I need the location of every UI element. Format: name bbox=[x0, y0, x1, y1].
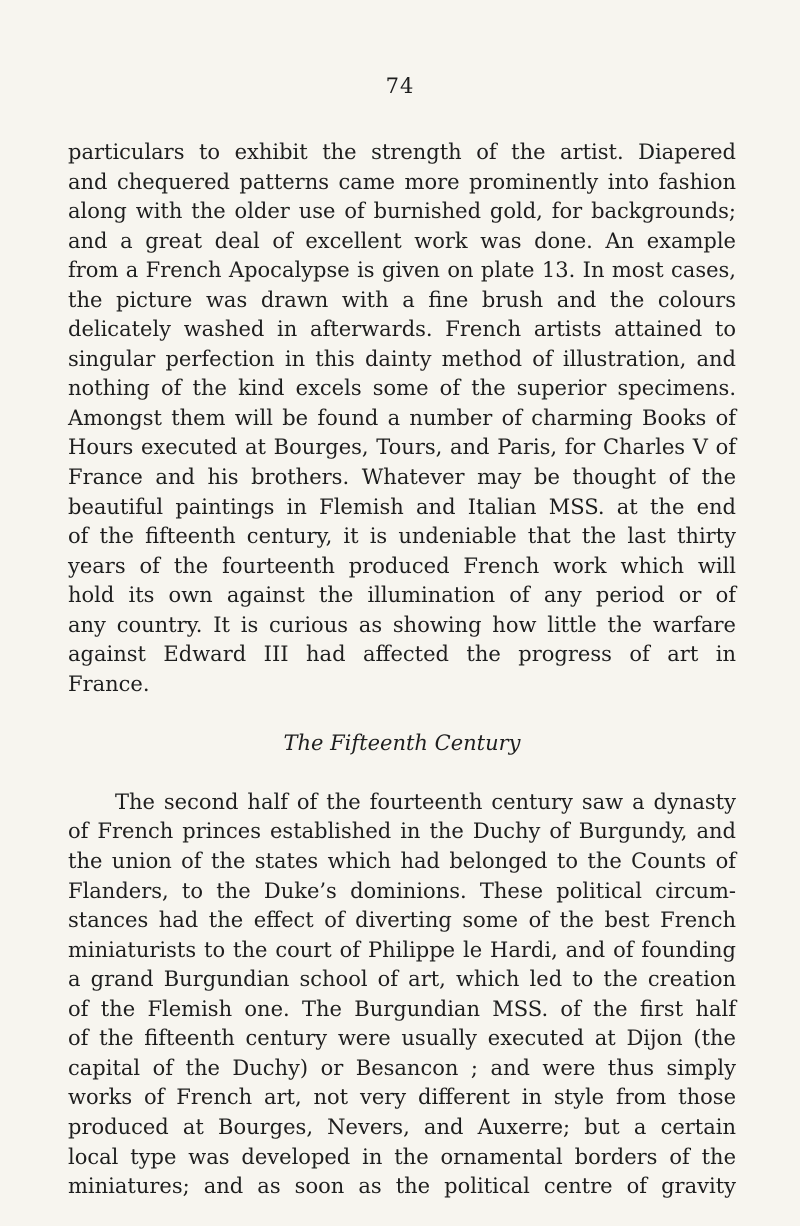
text-line: singular perfection in this dainty method of illustration, and bbox=[68, 346, 736, 371]
text-line: local type was developed in the ornamental borders of the bbox=[68, 1144, 736, 1169]
paragraph-2 bbox=[68, 788, 736, 1202]
text-line: any country. It is curious as showing how little the warfare bbox=[68, 612, 736, 637]
paragraph-1 bbox=[68, 138, 736, 699]
text-line: along with the older use of burnished gold, for backgrounds; bbox=[68, 199, 736, 224]
text-line: stances had the effect of diverting some of the best French bbox=[68, 908, 736, 933]
text-line: France and his brothers. Whatever may be thought of the bbox=[68, 465, 736, 490]
text-line: particulars to exhibit the strength of the artist. Diapered bbox=[68, 140, 736, 164]
text-line: delicately washed in afterwards. French artists attained to bbox=[68, 317, 736, 342]
text-line: and chequered patterns came more prominently into fashion bbox=[68, 169, 736, 194]
text-line: of the Flemish one. The Burgundian MSS. of the first half bbox=[68, 996, 736, 1021]
text-line: produced at Bourges, Nevers, and Auxerre; but a certain bbox=[68, 1114, 736, 1139]
section-heading: The Fifteenth Century bbox=[283, 730, 521, 755]
text-line: years of the fourteenth produced French work which will bbox=[68, 553, 736, 578]
text-line: from a French Apocalypse is given on plate 13. In most cases, bbox=[68, 258, 736, 283]
text-line: a grand Burgundian school of art, which led to the creation bbox=[68, 967, 736, 992]
text-line: Flanders, to the Duke’s dominions. These political circum- bbox=[68, 878, 736, 903]
text-line: and a great deal of excellent work was done. An example bbox=[68, 228, 736, 253]
text-line: of the fifteenth century, it is undeniable that the last thirty bbox=[68, 524, 736, 549]
text-line: the picture was drawn with a fine brush and the colours bbox=[68, 287, 736, 312]
text-line: works of French art, not very different in style from those bbox=[68, 1085, 736, 1110]
text-line: against Edward III had affected the progress of art in bbox=[68, 642, 736, 667]
text-line: hold its own against the illumination of any period or of bbox=[68, 583, 736, 608]
text-line: beautiful paintings in Flemish and Italian MSS. at the end bbox=[68, 494, 736, 519]
text-line: Amongst them will be found a number of charming Books of bbox=[68, 405, 736, 430]
page-number: 74 bbox=[385, 74, 415, 98]
body-text bbox=[68, 138, 736, 1202]
text-line: Hours executed at Bourges, Tours, and Paris, for Charles V of bbox=[68, 435, 736, 460]
text-line: miniatures; and as soon as the political centre of gravity bbox=[68, 1174, 736, 1199]
text-line: miniaturists to the court of Philippe le Hardi, and of founding bbox=[68, 937, 736, 962]
text-line: the union of the states which had belonged to the Counts of bbox=[68, 849, 736, 874]
text-line: of the fifteenth century were usually executed at Dijon (the bbox=[68, 1026, 736, 1051]
text-line: The second half of the fourteenth century saw a dynasty bbox=[115, 789, 736, 814]
text-line: capital of the Duchy) or Besancon ; and were thus simply bbox=[68, 1055, 736, 1080]
text-line: France. bbox=[68, 671, 150, 696]
text-line: of French princes established in the Duchy of Burgundy, and bbox=[68, 819, 736, 844]
text-line: nothing of the kind excels some of the superior specimens. bbox=[68, 376, 736, 401]
